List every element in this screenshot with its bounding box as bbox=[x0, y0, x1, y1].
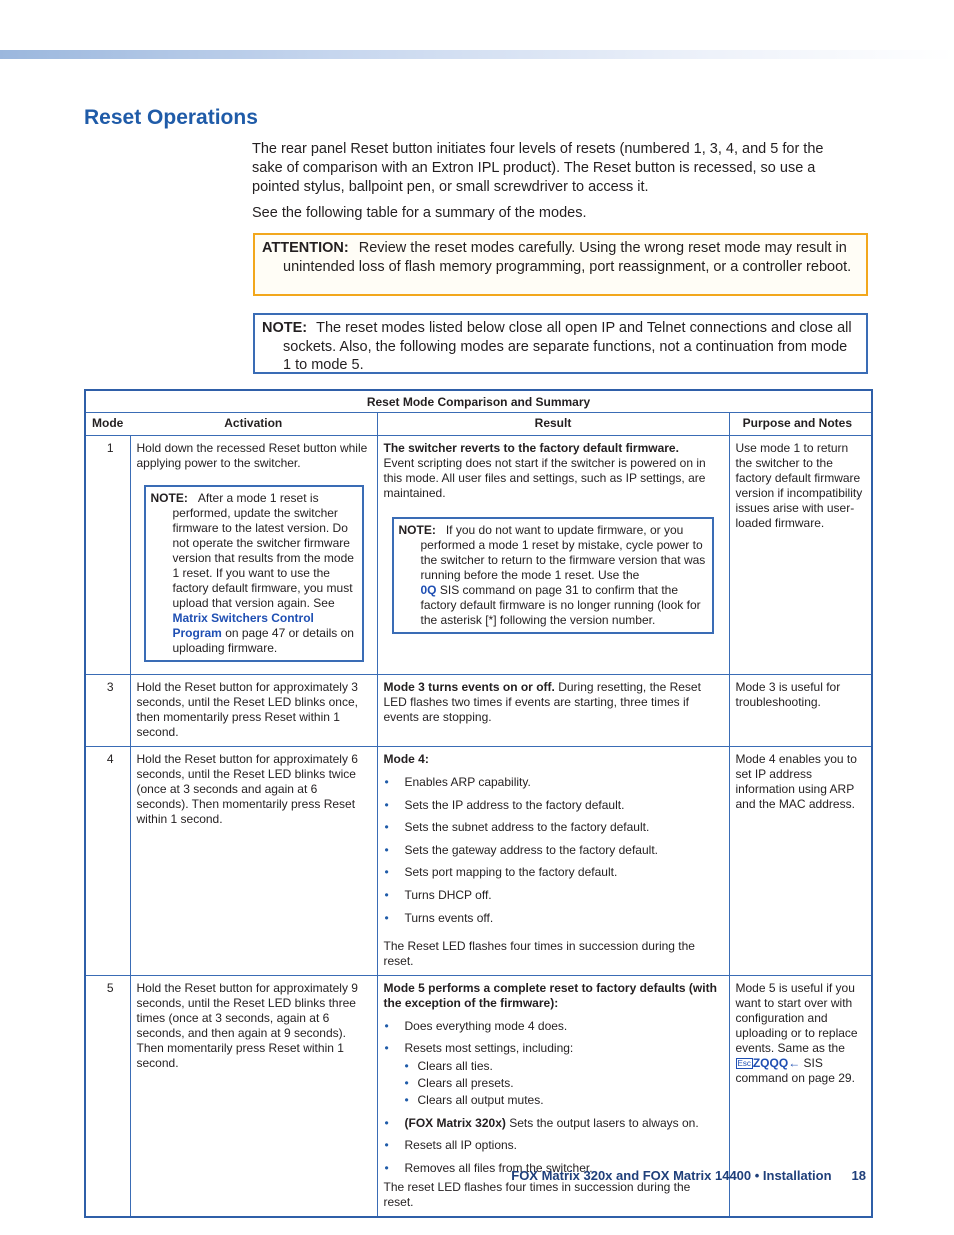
sub-list-item: • Clears all output mutes. bbox=[405, 1093, 723, 1108]
result-heading: Mode 4: bbox=[383, 752, 429, 766]
list-item bbox=[384, 1041, 723, 1108]
mode-number: 5 bbox=[85, 975, 130, 1217]
activation-note bbox=[144, 485, 364, 662]
list-item: • Resets all IP options. bbox=[384, 1138, 723, 1153]
table-reference-paragraph: See the following table for a summary of the modes. bbox=[252, 205, 587, 221]
mode-number: 4 bbox=[85, 747, 130, 976]
activation-note-label: NOTE: bbox=[150, 491, 188, 505]
result-note bbox=[392, 517, 714, 634]
result-cell bbox=[377, 675, 729, 747]
result-list bbox=[384, 775, 723, 926]
table-header-row bbox=[85, 413, 872, 436]
list-item: • Enables ARP capability. bbox=[384, 775, 723, 790]
list-item: • Sets the IP address to the factory default. bbox=[384, 798, 723, 813]
list-item: • Turns events off. bbox=[384, 911, 723, 926]
note-label: NOTE: bbox=[262, 320, 308, 336]
activation-cell bbox=[130, 436, 377, 675]
list-item-text: Resets most settings, including: bbox=[404, 1041, 574, 1056]
header-activation: Activation bbox=[130, 413, 377, 436]
footer-title: FOX Matrix 320x and FOX Matrix 14400 • Installation bbox=[511, 1168, 832, 1183]
list-item-bold: (FOX Matrix 320x) bbox=[404, 1115, 506, 1130]
control-program-link[interactable]: Matrix Switchers Control Program bbox=[172, 611, 314, 640]
activation-text: Hold down the recessed Reset button while applying power to the switcher. bbox=[136, 441, 368, 470]
result-footer: The Reset LED flashes four times in succession during the reset. bbox=[383, 938, 695, 968]
table-row bbox=[85, 436, 872, 675]
purpose-cell: Mode 3 is useful for troubleshooting. bbox=[729, 675, 872, 747]
result-heading: Mode 3 turns events on or off. bbox=[383, 680, 555, 694]
note-callout bbox=[253, 313, 868, 374]
header-band bbox=[0, 50, 954, 59]
activation-note-text: After a mode 1 reset is performed, update the switcher firmware to the latest version. Do not operate the switcher firmware version that results from the mode 1 reset. If you want to use the factory default firmware, you must upload that version again. See bbox=[172, 491, 354, 610]
activation-cell: Hold the Reset button for approximately 3 seconds, until the Reset LED blinks once, then momentarily press Reset within 1 second. bbox=[130, 675, 377, 747]
esc-key-icon: Esc bbox=[737, 1058, 751, 1068]
purpose-text-after: SIS command on page 29. bbox=[735, 1055, 855, 1085]
list-item-text: Sets the output lasers to always on. bbox=[509, 1115, 699, 1130]
list-item bbox=[384, 1116, 723, 1131]
purpose-cell: Use mode 1 to return the switcher to the factory default firmware version if incompatibility issues arise with user-loaded firmware. bbox=[729, 436, 872, 675]
activation-cell: Hold the Reset button for approximately 9 seconds, until the Reset LED blinks three times (once at 3 seconds, again at 6 seconds, and then again at 9 seconds). Then momentarily press Reset within 1 second. bbox=[130, 975, 377, 1217]
sub-list-item: • Clears all ties. bbox=[405, 1059, 723, 1074]
mode-number: 1 bbox=[85, 436, 130, 675]
result-cell bbox=[377, 747, 729, 976]
page-title: Reset Operations bbox=[84, 106, 258, 129]
table-row bbox=[85, 675, 872, 747]
result-list bbox=[384, 1019, 723, 1176]
purpose-text: Mode 5 is useful if you want to start over with configuration and uploading or to replace events. Same as the bbox=[735, 980, 858, 1055]
list-item: • Sets the subnet address to the factory default. bbox=[384, 820, 723, 835]
result-note-text: If you do not want to update firmware, or you performed a mode 1 reset by mistake, cycle power to the switcher to return to the firmware version that was running before the mode 1 reset. Use the bbox=[420, 523, 706, 582]
note-text: The reset modes listed below close all open IP and Telnet connections and close all sockets. Also, the following modes are separate functions, not a continuation from mode 1 to mode 5. bbox=[283, 320, 852, 373]
header-mode: Mode bbox=[85, 413, 130, 436]
list-item: • Sets the gateway address to the factory default. bbox=[384, 843, 723, 858]
enter-arrow-icon: ← bbox=[788, 1055, 801, 1070]
sis-zqqq-link[interactable]: ZQQQ bbox=[752, 1055, 789, 1070]
sis-0q-link[interactable]: 0Q bbox=[420, 583, 437, 597]
result-text: During resetting, the Reset LED flashes two times if events are starting, three times if events are stopping. bbox=[383, 680, 701, 724]
result-cell bbox=[377, 436, 729, 675]
attention-callout bbox=[253, 233, 868, 296]
table-row bbox=[85, 747, 872, 976]
activation-note-text-after: on page 47 or details on uploading firmware. bbox=[172, 626, 354, 655]
list-item: • Turns DHCP off. bbox=[384, 888, 723, 903]
page-footer bbox=[300, 1168, 866, 1183]
result-note-text-after: SIS command on page 31 to confirm that the factory default firmware is no longer running (look for the asterisk [*] following the version number. bbox=[420, 583, 701, 627]
intro-paragraph: The rear panel Reset button initiates four levels of resets (numbered 1, 3, 4, and 5 for the sake of comparison with an Extron IPL product). The Reset button is recessed, so use a pointed stylus, ballpoint pen, or small screwdriver to access it. bbox=[252, 141, 824, 195]
reset-mode-table bbox=[84, 389, 873, 1218]
result-text: Event scripting does not start if the switcher is powered on in this mode. All user files and settings, such as IP settings, are maintained. bbox=[383, 456, 706, 500]
header-purpose: Purpose and Notes bbox=[729, 413, 872, 436]
result-footer: The reset LED flashes four times in succession during the reset. bbox=[383, 1179, 691, 1209]
list-item: • Does everything mode 4 does. bbox=[384, 1019, 723, 1034]
list-item: • Removes all files from the switcher. bbox=[384, 1161, 723, 1176]
mode-number: 3 bbox=[85, 675, 130, 747]
attention-text: Review the reset modes carefully. Using the wrong reset mode may result in unintended loss of flash memory programming, port reassignment, or a controller reboot. bbox=[283, 240, 852, 275]
result-heading: The switcher reverts to the factory default firmware. bbox=[383, 441, 679, 455]
attention-label: ATTENTION: bbox=[262, 240, 349, 256]
result-note-label: NOTE: bbox=[398, 523, 436, 537]
purpose-cell: Mode 4 enables you to set IP address information using ARP and the MAC address. bbox=[729, 747, 872, 976]
page-number: 18 bbox=[851, 1168, 866, 1183]
sub-list-item: • Clears all presets. bbox=[405, 1076, 723, 1091]
table-title: Reset Mode Comparison and Summary bbox=[85, 390, 872, 413]
result-heading: Mode 5 performs a complete reset to factory defaults (with the exception of the firmware): bbox=[383, 980, 717, 1010]
activation-cell: Hold the Reset button for approximately 6 seconds, until the Reset LED blinks twice (once at 3 seconds and again at 6 seconds). Then momentarily press Reset within 1 second. bbox=[130, 747, 377, 976]
list-item: • Sets port mapping to the factory default. bbox=[384, 865, 723, 880]
header-result: Result bbox=[377, 413, 729, 436]
sub-list bbox=[405, 1059, 723, 1108]
